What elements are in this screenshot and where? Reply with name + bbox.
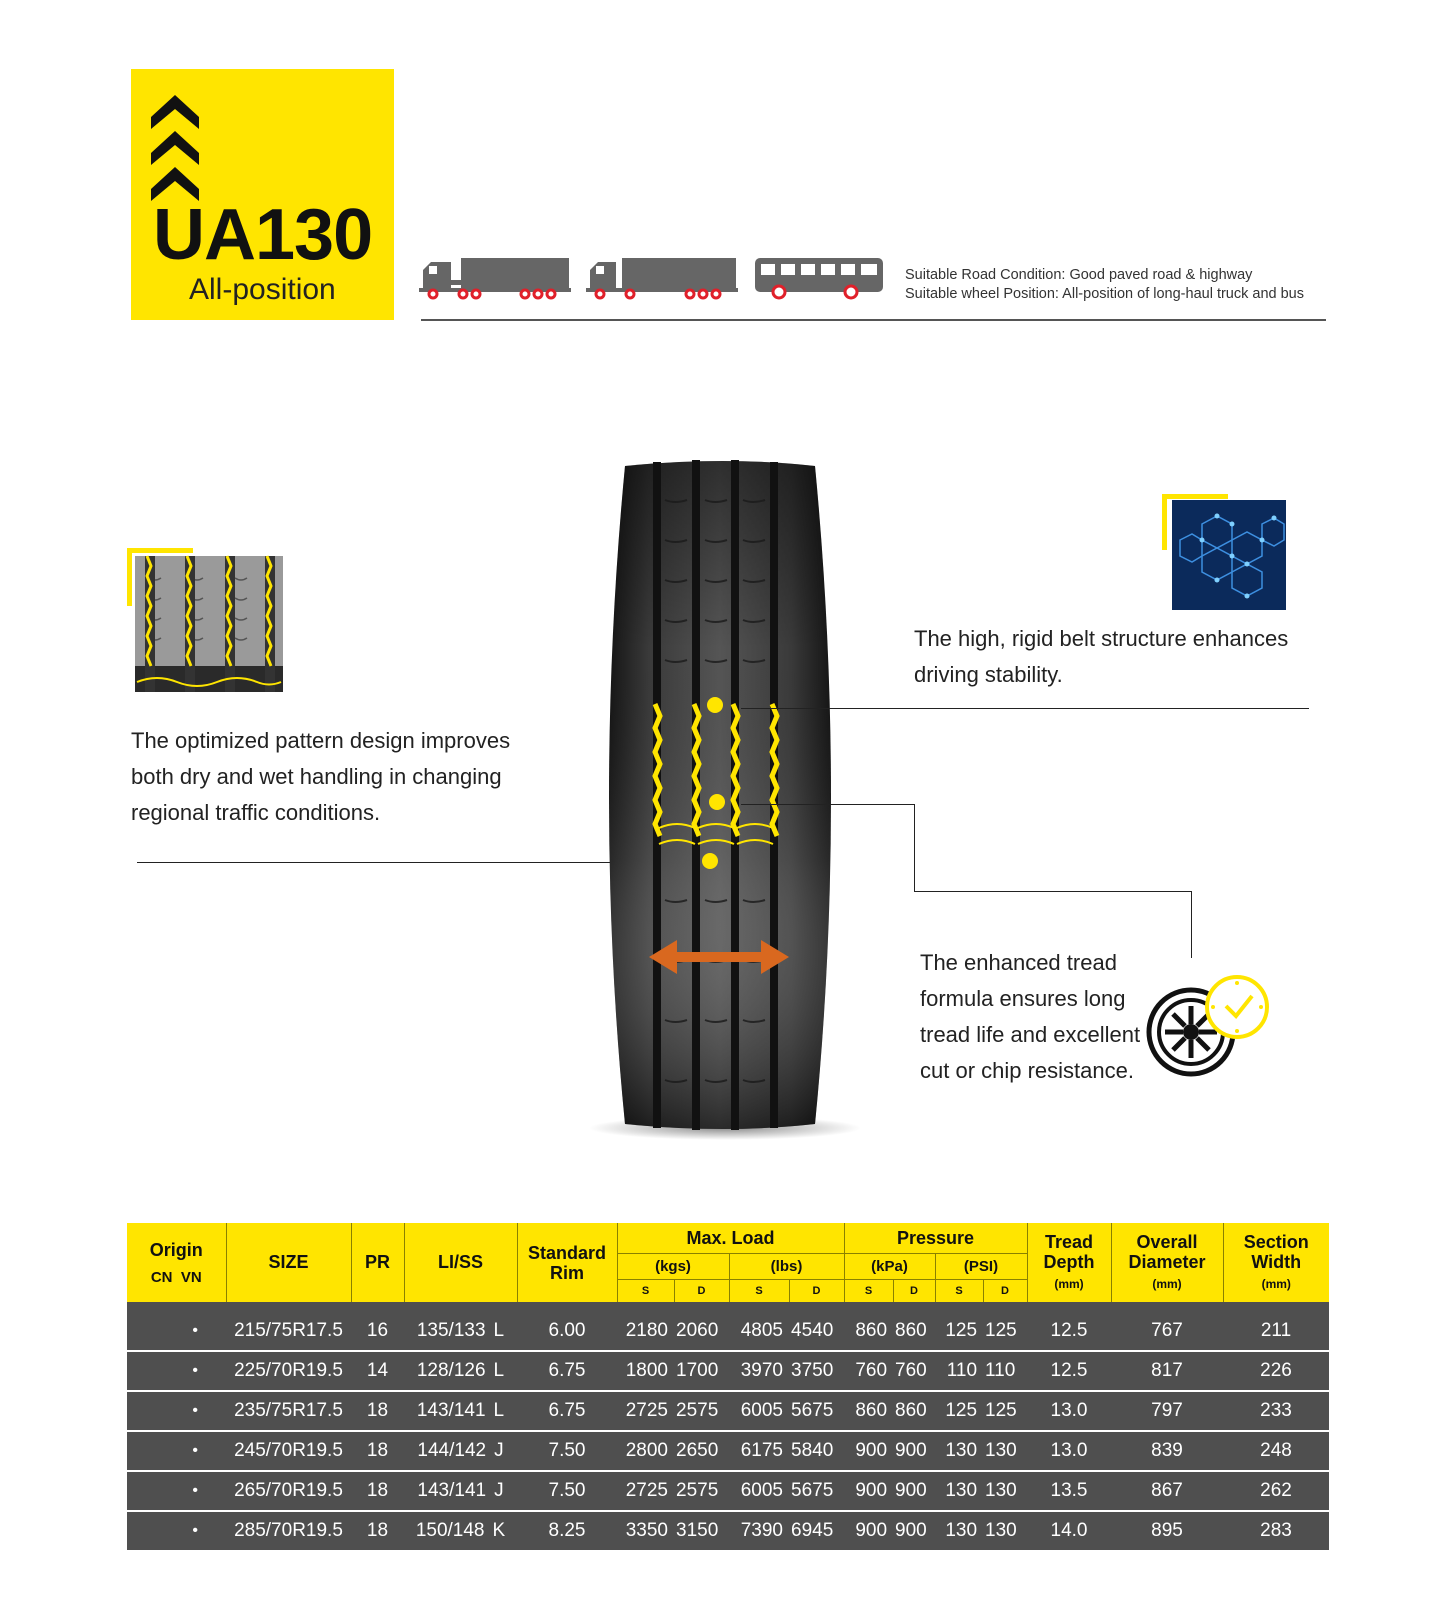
table-cell-psi-s: 125 [935, 1307, 983, 1351]
table-cell-psi-d: 130 [983, 1431, 1027, 1471]
table-cell-diam: 867 [1111, 1471, 1223, 1511]
table-row [127, 1471, 1329, 1511]
table-cell-lbs-d: 6945 [789, 1511, 844, 1551]
chevron-up-icon [151, 93, 199, 201]
header-dual: D [789, 1280, 844, 1308]
table-cell-lbs-d: 5840 [789, 1431, 844, 1471]
table-cell-kgs-s: 2725 [617, 1391, 674, 1431]
table-cell-lbs-s: 4805 [729, 1307, 789, 1351]
table-cell-kgs-d: 2575 [674, 1471, 729, 1511]
table-row [127, 1391, 1329, 1431]
header-pressure: Pressure [844, 1223, 1027, 1254]
table-cell-psi-d: 130 [983, 1511, 1027, 1551]
table-cell-lbs-s: 6005 [729, 1471, 789, 1511]
table-cell-tread: 13.0 [1027, 1431, 1111, 1471]
table-cell-size: 235/75R17.5 [226, 1391, 351, 1431]
tire-clock-icon [1146, 972, 1274, 1078]
header-max-load: Max. Load [617, 1223, 844, 1254]
callout-line [914, 891, 1191, 892]
table-cell-psi-d: 125 [983, 1307, 1027, 1351]
table-cell-rim: 7.50 [517, 1431, 617, 1471]
table-cell-kpa-s: 860 [844, 1391, 893, 1431]
table-cell-lbs-s: 6005 [729, 1391, 789, 1431]
table-cell-kgs-d: 2575 [674, 1391, 729, 1431]
callout-line [1191, 891, 1192, 958]
table-cell-psi-s: 110 [935, 1351, 983, 1391]
header-single: S [617, 1280, 674, 1308]
table-cell-cn: • [127, 1307, 226, 1351]
table-row [127, 1431, 1329, 1471]
table-cell-pr: 18 [351, 1511, 404, 1551]
table-cell-cn: • [127, 1431, 226, 1471]
table-cell-tread: 13.5 [1027, 1471, 1111, 1511]
model-name: UA130 [153, 195, 373, 275]
header-liss: LI/SS [404, 1223, 517, 1307]
bus-icon [753, 254, 885, 302]
header-section-width: Section Width (mm) [1223, 1223, 1329, 1307]
table-cell-kpa-d: 860 [893, 1391, 935, 1431]
table-cell-tread: 13.0 [1027, 1391, 1111, 1431]
belt-feature-text: The high, rigid belt structure enhances driving stability. [914, 626, 1289, 687]
table-cell-li: 150/148 K [404, 1511, 517, 1551]
callout-line [741, 804, 915, 805]
table-cell-cn: • [127, 1511, 226, 1551]
table-cell-pr: 16 [351, 1307, 404, 1351]
table-cell-lbs-d: 3750 [789, 1351, 844, 1391]
header-single: S [935, 1280, 983, 1308]
table-cell-psi-s: 130 [935, 1471, 983, 1511]
table-cell-li: 143/141 L [404, 1391, 517, 1431]
header-psi: (PSI) [935, 1254, 1027, 1280]
road-condition: Suitable Road Condition: Good paved road & highway [905, 267, 1253, 283]
table-cell-pr: 18 [351, 1471, 404, 1511]
table-cell-kgs-d: 2060 [674, 1307, 729, 1351]
table-cell-size: 245/70R19.5 [226, 1431, 351, 1471]
table-cell-pr: 14 [351, 1351, 404, 1391]
spec-table-body [127, 1307, 1329, 1551]
table-cell-width: 248 [1223, 1431, 1329, 1471]
table-cell-diam: 839 [1111, 1431, 1223, 1471]
table-cell-li: 128/126 L [404, 1351, 517, 1391]
table-cell-rim: 8.25 [517, 1511, 617, 1551]
tire-image [585, 460, 865, 1140]
table-cell-width: 211 [1223, 1307, 1329, 1351]
tread-pattern-thumbnail [127, 548, 285, 694]
header-overall-diameter: Overall Diameter (mm) [1111, 1223, 1223, 1307]
table-cell-lbs-s: 6175 [729, 1431, 789, 1471]
table-cell-kgs-d: 1700 [674, 1351, 729, 1391]
table-cell-psi-d: 110 [983, 1351, 1027, 1391]
table-cell-psi-d: 125 [983, 1391, 1027, 1431]
table-cell-lbs-d: 5675 [789, 1471, 844, 1511]
header-pr: PR [351, 1223, 404, 1307]
table-cell-rim: 6.75 [517, 1391, 617, 1431]
model-subtitle: All-position [189, 273, 336, 306]
table-cell-kgs-s: 2725 [617, 1471, 674, 1511]
table-cell-diam: 767 [1111, 1307, 1223, 1351]
table-cell-lbs-d: 5675 [789, 1391, 844, 1431]
header-tread-depth: Tread Depth (mm) [1027, 1223, 1111, 1307]
table-cell-kpa-d: 900 [893, 1511, 935, 1551]
table-cell-kgs-s: 2800 [617, 1431, 674, 1471]
header-single: S [844, 1280, 893, 1308]
table-cell-cn: • [127, 1351, 226, 1391]
table-cell-diam: 895 [1111, 1511, 1223, 1551]
table-cell-cn: • [127, 1391, 226, 1431]
table-cell-kpa-d: 760 [893, 1351, 935, 1391]
callout-line [741, 708, 1309, 709]
header-size: SIZE [226, 1223, 351, 1307]
table-cell-lbs-d: 4540 [789, 1307, 844, 1351]
brand-block [131, 69, 394, 320]
belt-structure-image [1162, 494, 1288, 612]
header-lbs: (lbs) [729, 1254, 844, 1280]
table-cell-diam: 797 [1111, 1391, 1223, 1431]
header-kgs: (kgs) [617, 1254, 729, 1280]
divider [421, 319, 1326, 321]
tread-feature-text: The enhanced tread formula ensures long tread life and excellent cut or chip resistance. [920, 950, 1141, 1083]
wheel-position: Suitable wheel Position: All-position of long-haul truck and bus [905, 286, 1304, 302]
table-cell-lbs-s: 3970 [729, 1351, 789, 1391]
table-cell-kpa-s: 860 [844, 1307, 893, 1351]
table-cell-li: 135/133 L [404, 1307, 517, 1351]
table-cell-kgs-s: 1800 [617, 1351, 674, 1391]
table-cell-psi-s: 130 [935, 1511, 983, 1551]
table-cell-kgs-d: 3150 [674, 1511, 729, 1551]
table-cell-tread: 12.5 [1027, 1351, 1111, 1391]
table-cell-kpa-d: 900 [893, 1431, 935, 1471]
pattern-feature-text: The optimized pattern design improves both dry and wet handling in changing regional traffic conditions. [131, 728, 511, 825]
callout-line [914, 804, 915, 891]
table-cell-psi-s: 130 [935, 1431, 983, 1471]
table-cell-width: 226 [1223, 1351, 1329, 1391]
table-cell-kgs-s: 2180 [617, 1307, 674, 1351]
table-cell-tread: 12.5 [1027, 1307, 1111, 1351]
header-dual: D [893, 1280, 935, 1308]
header-dual: D [983, 1280, 1027, 1308]
semi-truck-trailer-icon [419, 254, 571, 302]
table-row [127, 1307, 1329, 1351]
table-cell-kpa-s: 900 [844, 1471, 893, 1511]
table-cell-kpa-s: 900 [844, 1431, 893, 1471]
table-cell-size: 225/70R19.5 [226, 1351, 351, 1391]
header-dual: D [674, 1280, 729, 1308]
table-cell-diam: 817 [1111, 1351, 1223, 1391]
header-single: S [729, 1280, 789, 1308]
table-cell-size: 265/70R19.5 [226, 1471, 351, 1511]
table-cell-psi-s: 125 [935, 1391, 983, 1431]
table-cell-lbs-s: 7390 [729, 1511, 789, 1551]
table-cell-size: 285/70R19.5 [226, 1511, 351, 1551]
table-cell-width: 233 [1223, 1391, 1329, 1431]
table-cell-size: 215/75R17.5 [226, 1307, 351, 1351]
header-origin: Origin CN VN [127, 1223, 226, 1307]
table-cell-rim: 6.00 [517, 1307, 617, 1351]
table-cell-pr: 18 [351, 1391, 404, 1431]
table-cell-cn: • [127, 1471, 226, 1511]
table-row [127, 1351, 1329, 1391]
table-cell-kpa-d: 900 [893, 1471, 935, 1511]
table-cell-psi-d: 130 [983, 1471, 1027, 1511]
header-kpa: (kPa) [844, 1254, 935, 1280]
spec-table [127, 1223, 1329, 1552]
table-cell-width: 262 [1223, 1471, 1329, 1511]
table-cell-kgs-d: 2650 [674, 1431, 729, 1471]
truck-trailer-icon [586, 254, 738, 302]
table-cell-kpa-d: 860 [893, 1307, 935, 1351]
table-row [127, 1511, 1329, 1551]
header-rim: Standard Rim [517, 1223, 617, 1307]
table-cell-tread: 14.0 [1027, 1511, 1111, 1551]
table-cell-li: 143/141 J [404, 1471, 517, 1511]
table-cell-width: 283 [1223, 1511, 1329, 1551]
table-cell-rim: 6.75 [517, 1351, 617, 1391]
table-cell-kpa-s: 900 [844, 1511, 893, 1551]
table-cell-kpa-s: 760 [844, 1351, 893, 1391]
suitable-conditions [905, 266, 1304, 304]
table-cell-li: 144/142 J [404, 1431, 517, 1471]
table-cell-rim: 7.50 [517, 1471, 617, 1511]
table-cell-pr: 18 [351, 1431, 404, 1471]
table-cell-kgs-s: 3350 [617, 1511, 674, 1551]
